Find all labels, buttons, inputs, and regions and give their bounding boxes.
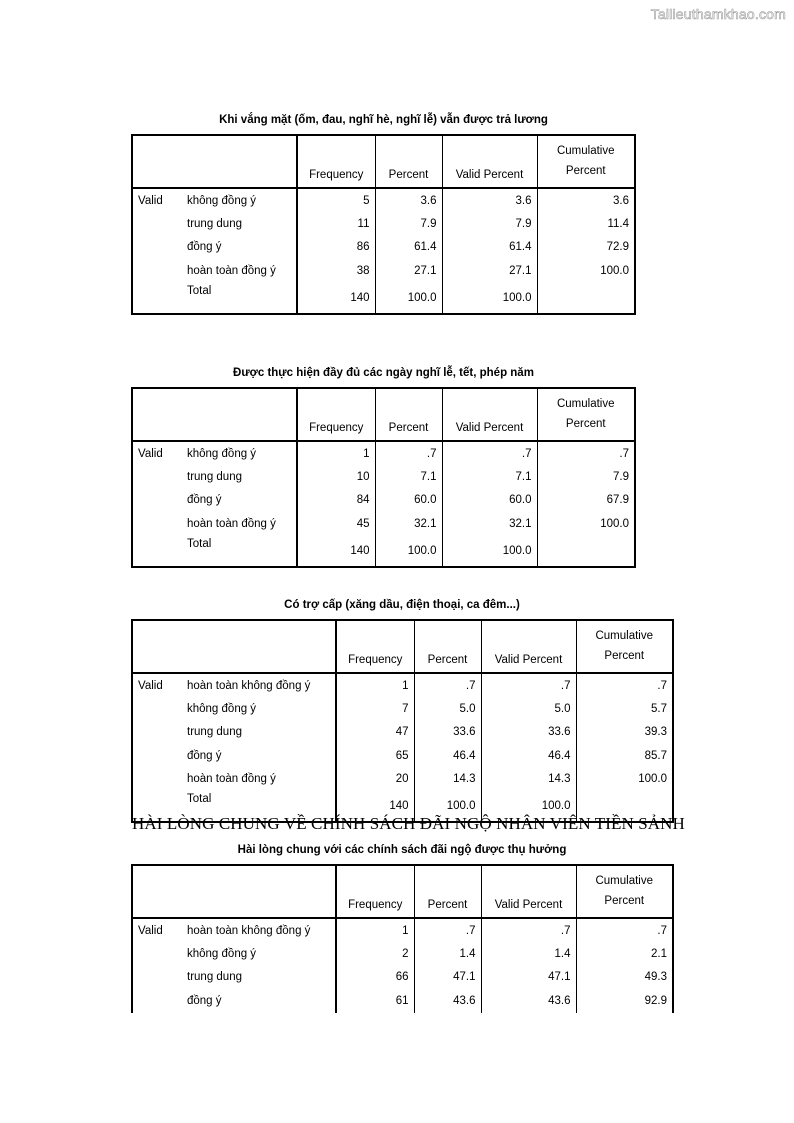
- header-blank-2: [182, 388, 297, 441]
- category-label: trung dung: [182, 721, 336, 744]
- percent-cell: 61.4: [375, 236, 442, 259]
- cumulative-percent-cell: 100.0: [537, 259, 635, 282]
- frequency-table: [131, 387, 636, 568]
- table-row: [132, 721, 673, 744]
- percent-cell: 46.4: [414, 744, 481, 767]
- valid-percent-cell: 47.1: [481, 966, 576, 989]
- percent-cell: .7: [414, 918, 481, 942]
- category-label: trung dung: [182, 212, 297, 235]
- percent-cell: 47.1: [414, 966, 481, 989]
- category-label: không đồng ý: [182, 441, 297, 465]
- table-row: [132, 744, 673, 767]
- table-title: Có trợ cấp (xăng dầu, điện thoại, ca đêm...): [284, 599, 520, 611]
- header-cumulative-line2: Percent: [604, 895, 645, 907]
- valid-percent-cell: 7.1: [442, 465, 537, 488]
- percent-cell: 5.0: [414, 697, 481, 720]
- category-label: trung dung: [182, 966, 336, 989]
- category-label: hoàn toàn đồng ý: [182, 259, 297, 282]
- frequency-cell: 84: [297, 489, 375, 512]
- valid-percent-cell: 5.0: [481, 697, 576, 720]
- header-percent: Percent: [414, 620, 481, 673]
- header-frequency: Frequency: [297, 135, 375, 188]
- header-cumulative-line1: Cumulative: [595, 875, 654, 887]
- frequency-cell: 61: [336, 989, 414, 1012]
- valid-label: [132, 536, 182, 567]
- header-blank: [132, 620, 182, 673]
- percent-cell: 32.1: [375, 512, 442, 535]
- category-label: không đồng ý: [182, 942, 336, 965]
- cumulative-percent-cell: 100.0: [576, 768, 673, 791]
- category-label: hoàn toàn đồng ý: [182, 768, 336, 791]
- header-valid-percent: Valid Percent: [481, 865, 576, 918]
- valid-label: [132, 212, 182, 235]
- valid-percent-cell: 3.6: [442, 188, 537, 212]
- frequency-cell: 10: [297, 465, 375, 488]
- header-frequency: Frequency: [336, 865, 414, 918]
- frequency-cell: 86: [297, 236, 375, 259]
- header-percent: Percent: [375, 388, 442, 441]
- valid-percent-cell: 33.6: [481, 721, 576, 744]
- table-row: [132, 259, 635, 282]
- valid-percent-cell: 32.1: [442, 512, 537, 535]
- header-frequency: Frequency: [336, 620, 414, 673]
- valid-label: [132, 512, 182, 535]
- percent-cell: .7: [375, 441, 442, 465]
- cumulative-percent-cell: 49.3: [576, 966, 673, 989]
- valid-percent-cell: 61.4: [442, 236, 537, 259]
- valid-percent-cell: 100.0: [442, 283, 537, 314]
- header-cumulative-line1: Cumulative: [556, 145, 615, 157]
- header-cumulative-line1: Cumulative: [595, 630, 654, 642]
- table-title: Hài lòng chung với các chính sách đãi ngộ được thụ hưởng: [237, 844, 567, 856]
- category-label: hoàn toàn đồng ý: [182, 512, 297, 535]
- valid-label: [132, 744, 182, 767]
- header-blank-2: [182, 135, 297, 188]
- frequency-table: [131, 619, 674, 823]
- category-label: đồng ý: [182, 236, 297, 259]
- category-label: hoàn toàn không đồng ý: [182, 673, 336, 697]
- table-row: [132, 966, 673, 989]
- valid-percent-cell: 1.4: [481, 942, 576, 965]
- table-row: [132, 942, 673, 965]
- cumulative-percent-cell: .7: [576, 918, 673, 942]
- section-heading: HÀI LÒNG CHUNG VỀ CHÍNH SÁCH ĐÃI NGỘ NHÂN VIÊN TIỀN SẢNH: [132, 814, 685, 833]
- frequency-cell: 140: [336, 791, 414, 822]
- header-percent: Percent: [375, 135, 442, 188]
- cumulative-percent-cell: [537, 283, 635, 314]
- header-blank: [132, 135, 182, 188]
- frequency-cell: 1: [336, 673, 414, 697]
- valid-percent-cell: 46.4: [481, 744, 576, 767]
- header-blank-2: [182, 865, 336, 918]
- category-label: không đồng ý: [182, 188, 297, 212]
- valid-label: [132, 489, 182, 512]
- table-header-row: [132, 388, 635, 441]
- frequency-cell: 1: [297, 441, 375, 465]
- valid-label: [132, 942, 182, 965]
- percent-cell: 33.6: [414, 721, 481, 744]
- percent-cell: 7.9: [375, 212, 442, 235]
- valid-label: Valid: [138, 194, 163, 207]
- percent-cell: 3.6: [375, 188, 442, 212]
- frequency-cell: 66: [336, 966, 414, 989]
- header-cumulative-percent: [537, 135, 635, 188]
- frequency-cell: 7: [336, 697, 414, 720]
- header-cumulative-line1: Cumulative: [556, 398, 615, 410]
- header-blank-2: [182, 620, 336, 673]
- category-label: Total: [182, 791, 336, 822]
- percent-cell: 100.0: [375, 283, 442, 314]
- percent-cell: 1.4: [414, 942, 481, 965]
- table-row: [132, 236, 635, 259]
- table-row: [132, 188, 635, 212]
- valid-percent-cell: 7.9: [442, 212, 537, 235]
- cumulative-percent-cell: 3.6: [537, 188, 635, 212]
- valid-percent-cell: 100.0: [481, 791, 576, 822]
- frequency-cell: 11: [297, 212, 375, 235]
- category-label: đồng ý: [182, 489, 297, 512]
- frequency-cell: 38: [297, 259, 375, 282]
- valid-percent-cell: .7: [442, 441, 537, 465]
- header-cumulative-line2: Percent: [565, 418, 606, 430]
- category-label: hoàn toàn không đồng ý: [182, 918, 336, 942]
- cumulative-percent-cell: 2.1: [576, 942, 673, 965]
- percent-cell: 43.6: [414, 989, 481, 1012]
- table-row: [132, 697, 673, 720]
- table-row: [132, 465, 635, 488]
- table-row: [132, 489, 635, 512]
- table-row: [132, 212, 635, 235]
- valid-percent-cell: 60.0: [442, 489, 537, 512]
- frequency-table: [131, 134, 636, 315]
- percent-cell: 100.0: [375, 536, 442, 567]
- valid-label: Valid: [138, 924, 163, 937]
- table-row: [132, 918, 673, 942]
- table-total-row: [132, 283, 635, 314]
- category-label: đồng ý: [182, 989, 336, 1012]
- cumulative-percent-cell: 5.7: [576, 697, 673, 720]
- table-row: [132, 768, 673, 791]
- frequency-cell: 2: [336, 942, 414, 965]
- header-cumulative-line2: Percent: [565, 165, 606, 177]
- valid-label: Valid: [138, 447, 163, 460]
- valid-percent-cell: 14.3: [481, 768, 576, 791]
- frequency-cell: 45: [297, 512, 375, 535]
- valid-label: [132, 465, 182, 488]
- percent-cell: .7: [414, 673, 481, 697]
- frequency-cell: 47: [336, 721, 414, 744]
- header-cumulative-percent: [537, 388, 635, 441]
- header-valid-percent: Valid Percent: [442, 388, 537, 441]
- valid-label: [132, 259, 182, 282]
- table-title: Khi vắng mặt (ốm, đau, nghĩ hè, nghĩ lễ) vẫn được trả lương: [219, 114, 548, 126]
- table-row: [132, 512, 635, 535]
- cumulative-percent-cell: 85.7: [576, 744, 673, 767]
- cumulative-percent-cell: .7: [576, 673, 673, 697]
- frequency-cell: 140: [297, 536, 375, 567]
- valid-label: [132, 989, 182, 1012]
- frequency-cell: 5: [297, 188, 375, 212]
- header-frequency: Frequency: [297, 388, 375, 441]
- valid-percent-cell: 100.0: [442, 536, 537, 567]
- valid-label: [132, 966, 182, 989]
- valid-percent-cell: .7: [481, 918, 576, 942]
- valid-label: Valid: [138, 679, 163, 692]
- cumulative-percent-cell: 92.9: [576, 989, 673, 1012]
- percent-cell: 14.3: [414, 768, 481, 791]
- cumulative-percent-cell: 67.9: [537, 489, 635, 512]
- valid-percent-cell: 27.1: [442, 259, 537, 282]
- header-cumulative-line2: Percent: [604, 650, 645, 662]
- category-label: trung dung: [182, 465, 297, 488]
- table-row: [132, 673, 673, 697]
- valid-label: [132, 697, 182, 720]
- valid-label: [132, 768, 182, 791]
- cumulative-percent-cell: 11.4: [537, 212, 635, 235]
- percent-cell: 100.0: [414, 791, 481, 822]
- header-valid-percent: Valid Percent: [481, 620, 576, 673]
- header-blank: [132, 865, 182, 918]
- table-row: [132, 441, 635, 465]
- table-header-row: [132, 865, 673, 918]
- header-blank: [132, 388, 182, 441]
- cumulative-percent-cell: .7: [537, 441, 635, 465]
- cumulative-percent-cell: 39.3: [576, 721, 673, 744]
- valid-label: [132, 721, 182, 744]
- valid-label: [132, 283, 182, 314]
- valid-percent-cell: .7: [481, 673, 576, 697]
- header-valid-percent: Valid Percent: [442, 135, 537, 188]
- frequency-table: [131, 864, 674, 1013]
- category-label: Total: [182, 283, 297, 314]
- cumulative-percent-cell: 7.9: [537, 465, 635, 488]
- header-percent: Percent: [414, 865, 481, 918]
- category-label: đồng ý: [182, 744, 336, 767]
- category-label: không đồng ý: [182, 697, 336, 720]
- frequency-cell: 20: [336, 768, 414, 791]
- cumulative-percent-cell: [537, 536, 635, 567]
- watermark: Tailieuthamkhao.com: [650, 6, 786, 22]
- table-header-row: [132, 135, 635, 188]
- cumulative-percent-cell: 100.0: [537, 512, 635, 535]
- category-label: Total: [182, 536, 297, 567]
- frequency-cell: 140: [297, 283, 375, 314]
- valid-percent-cell: 43.6: [481, 989, 576, 1012]
- table-title: Được thực hiện đầy đủ các ngày nghĩ lễ, tết, phép năm: [233, 367, 534, 379]
- valid-label: [132, 236, 182, 259]
- percent-cell: 7.1: [375, 465, 442, 488]
- frequency-cell: 65: [336, 744, 414, 767]
- header-cumulative-percent: [576, 620, 673, 673]
- header-cumulative-percent: [576, 865, 673, 918]
- table-header-row: [132, 620, 673, 673]
- table-total-row: [132, 536, 635, 567]
- percent-cell: 27.1: [375, 259, 442, 282]
- table-row: [132, 989, 673, 1012]
- cumulative-percent-cell: 72.9: [537, 236, 635, 259]
- frequency-cell: 1: [336, 918, 414, 942]
- percent-cell: 60.0: [375, 489, 442, 512]
